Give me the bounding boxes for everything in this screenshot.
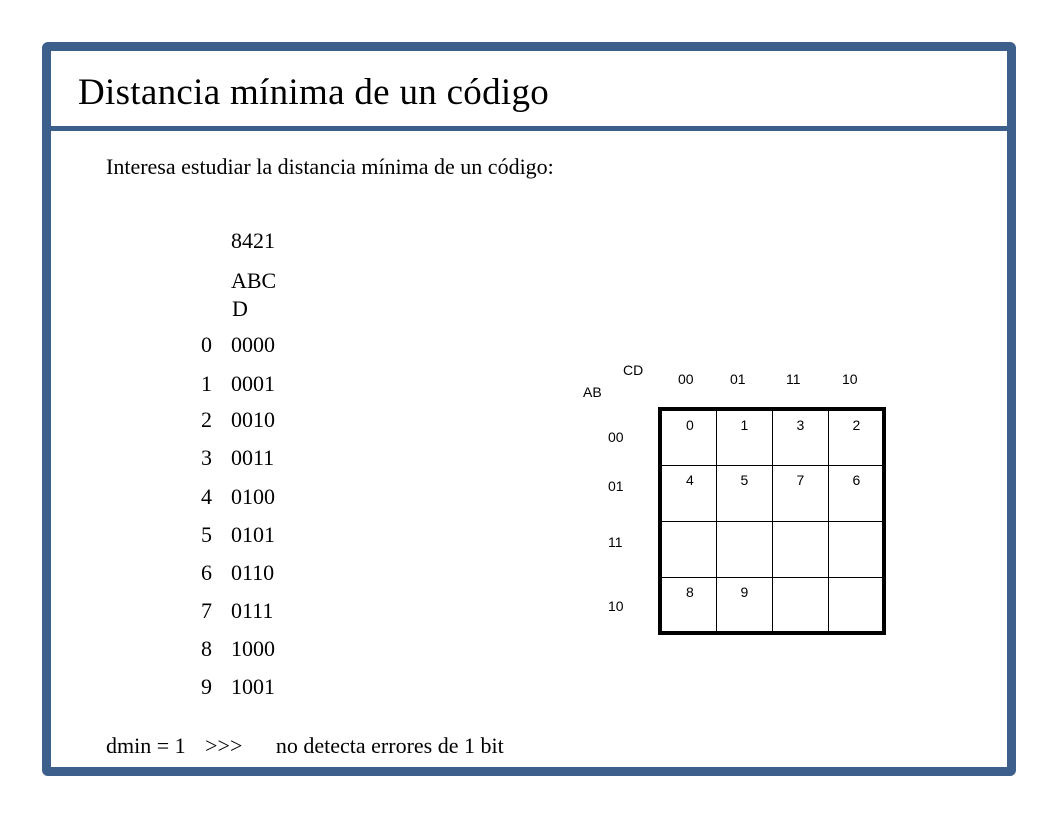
code-row: 9 1001 bbox=[201, 674, 275, 699]
code-row: 2 0010 bbox=[201, 407, 275, 432]
kmap-cell: 1 bbox=[716, 409, 772, 465]
kmap-cell: 9 bbox=[716, 577, 772, 633]
kmap-cell bbox=[716, 521, 772, 577]
vars-header-line2: D bbox=[232, 296, 248, 321]
kmap-grid bbox=[658, 407, 886, 635]
kmap-row-header: 11 bbox=[608, 534, 623, 550]
code-row: 3 0011 bbox=[201, 445, 275, 470]
slide-frame bbox=[42, 42, 1016, 776]
code-row: 6 0110 bbox=[201, 560, 275, 585]
kmap-row bbox=[660, 409, 884, 465]
kmap-row-header: 10 bbox=[608, 598, 624, 614]
weights-header: 8421 bbox=[231, 228, 275, 253]
kmap-col-header: 01 bbox=[730, 371, 746, 387]
kmap-cell: 7 bbox=[772, 465, 828, 521]
code-row: 7 0111 bbox=[201, 598, 274, 623]
kmap-row bbox=[660, 465, 884, 521]
kmap-cell: 6 bbox=[828, 465, 884, 521]
code-row: 5 0101 bbox=[201, 522, 275, 547]
kmap-ab-label: AB bbox=[583, 384, 602, 400]
conclusion-text: no detecta errores de 1 bit bbox=[275, 733, 504, 758]
kmap-cell bbox=[828, 521, 884, 577]
title-bar bbox=[51, 51, 1007, 131]
kmap-cell bbox=[660, 521, 716, 577]
kmap-cell: 3 bbox=[772, 409, 828, 465]
kmap-row bbox=[660, 521, 884, 577]
dmin-value: dmin = 1 bbox=[106, 733, 186, 758]
kmap-cell: 4 bbox=[660, 465, 716, 521]
kmap-cell bbox=[772, 577, 828, 633]
slide-title: Distancia mínima de un código bbox=[78, 72, 550, 113]
kmap-col-header: 00 bbox=[678, 371, 694, 387]
kmap-cell bbox=[772, 521, 828, 577]
kmap-cell: 5 bbox=[716, 465, 772, 521]
kmap-col-header: 10 bbox=[842, 371, 858, 387]
kmap-row bbox=[660, 577, 884, 633]
implies-arrow: >>> bbox=[205, 733, 243, 758]
conclusion-line bbox=[106, 733, 504, 759]
kmap-cell: 0 bbox=[660, 409, 716, 465]
kmap-row-header: 01 bbox=[608, 478, 624, 494]
intro-text: Interesa estudiar la distancia mínima de un código: bbox=[106, 154, 554, 179]
kmap-cell: 8 bbox=[660, 577, 716, 633]
kmap-row-header: 00 bbox=[608, 429, 624, 445]
kmap-cd-label: CD bbox=[623, 362, 644, 378]
code-row: 1 0001 bbox=[201, 371, 275, 396]
code-row: 8 1000 bbox=[201, 636, 275, 661]
code-row: 0 0000 bbox=[201, 332, 275, 357]
kmap-cell: 2 bbox=[828, 409, 884, 465]
kmap-col-header: 11 bbox=[786, 371, 801, 387]
kmap-cell bbox=[828, 577, 884, 633]
vars-header-line1: ABC bbox=[231, 268, 277, 293]
code-row: 4 0100 bbox=[201, 484, 275, 509]
